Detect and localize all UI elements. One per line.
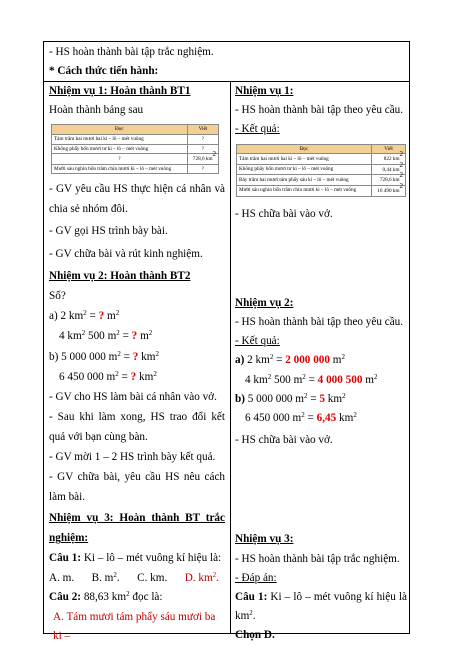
table-cell: ? (187, 144, 218, 154)
result3-label: - Đáp án: (235, 571, 277, 584)
table-header-row (52, 125, 219, 135)
task2-item-a2: 4 $km^2$ 500 $m^2$ = ? $m^2$ (59, 329, 153, 343)
task1-instruction: Hoàn thành bảng sau (49, 104, 144, 117)
student-column (235, 82, 407, 646)
task1-table (51, 124, 219, 174)
task3-question2: Câu 2: 88,63 $km^2$ đọc là: (49, 589, 163, 603)
task2-title: Nhiệm vụ 2: Hoàn thành BT2 (49, 269, 191, 282)
teacher-column (49, 82, 225, 646)
table-row (52, 144, 219, 154)
result3-title: Nhiệm vụ 3: (235, 533, 294, 546)
table-header-cell: Viết (372, 144, 406, 154)
table-row (237, 185, 406, 196)
table-cell: Bảy trăm hai mươi tám phẩy sáu ki – lô – mét vuông (237, 175, 372, 186)
task2-question: Số? (49, 289, 66, 302)
table-cell: ? (52, 154, 188, 165)
table-header-row (237, 144, 406, 154)
two-column-table (44, 82, 409, 643)
table-header-cell: Đọc (52, 125, 188, 135)
table-cell: 16 490 $km^2$ (372, 185, 406, 196)
task1-teacher-step: - GV yêu cầu HS thực hiện cá nhân và chia sẻ nhóm đôi. (49, 183, 225, 216)
result2-step: - HS hoàn thành bài tập theo yêu cầu. (235, 315, 404, 328)
result2-item-a2: 4 $km^2$ 500 $m^2 = 4$ 000 500 $m^2$ (245, 372, 378, 386)
table-cell: Mười sáu nghìn bốn trăm chín mươi ki – lô – mét vuông (237, 185, 372, 196)
task3-question2-option-a: A. Tám mươi tám phẩy sáu mươi ba ki – (53, 611, 216, 643)
result1-title: Nhiệm vụ 1: (235, 85, 294, 97)
task1-teacher-step: - GV chữa bài và rút kinh nghiệm. (49, 247, 203, 260)
task2-teacher-step: - GV chữa bài, yêu cầu HS nêu cách làm bài. (49, 471, 225, 504)
task3-question1: Câu 1: Ki – lô – mét vuông kí hiệu là: (49, 552, 222, 565)
intro-block (44, 42, 409, 82)
task2-teacher-step: - GV mời 1 – 2 HS trình bày kết quả. (49, 451, 216, 464)
result2-step: - HS chữa bài vào vở. (235, 434, 333, 447)
table-row (52, 164, 219, 174)
table-cell: Không phẩy bốn mươi tư ki – lô – mét vuông (237, 164, 372, 175)
task2-item-b1: b) 5 000 000 $m^2$ = ? $km^2$ (49, 349, 159, 363)
table-cell: Mười sáu nghìn bốn trăm chín mươi ki – lô – mét vuông (52, 164, 188, 174)
lesson-page (43, 41, 410, 643)
column-divider (230, 82, 231, 633)
option-a: A. m. (49, 571, 75, 584)
table-cell: Tám trăm hai mươi hai ki – lô – mét vuông (52, 135, 188, 145)
table-row (52, 154, 219, 165)
result2-item-a1: a) 2 $km^2 = 2$ 000 000 $m^2$ (235, 353, 345, 367)
task2-teacher-step: - Sau khi làm xong, HS trao đổi kết quả với bạn cùng bàn. (49, 411, 225, 444)
table-cell: 728,6 $km^2$ (372, 175, 406, 186)
result2-item-b1: b) 5 000 000 $m^2 = 5$ $km^2$ (235, 391, 346, 405)
result1-step: - HS hoàn thành bài tập theo yêu cầu. (235, 104, 404, 117)
task3-question1-options (49, 569, 225, 588)
result2-label: - Kết quả: (235, 335, 280, 348)
task1-teacher-step: - GV gọi HS trình bày bài. (49, 225, 168, 238)
table-cell: ? (187, 135, 218, 145)
table-row (237, 154, 406, 165)
result3-step: - HS hoàn thành bài tập trắc nghiệm. (235, 552, 400, 565)
table-cell: 0,44 $km^2$ (372, 164, 406, 175)
table-row (52, 135, 219, 145)
task2-item-b2: 6 450 000 $m^2$ = ? $km^2$ (59, 369, 157, 383)
table-header-cell: Viết (187, 125, 218, 135)
task3-title: Nhiệm vụ 3: Hoàn thành BT trắc nghiệm: (49, 512, 225, 545)
result3-choice: Chọn D. (235, 629, 275, 642)
result2-title: Nhiệm vụ 2: (235, 296, 294, 309)
table-header-cell: Đọc (237, 144, 372, 154)
option-b: B. $m^2$. (91, 570, 120, 584)
option-c: C. km. (137, 571, 168, 584)
result1-step: - HS chữa bài vào vở. (235, 207, 333, 220)
table-cell: ? (187, 164, 218, 174)
task2-item-a1: a) 2 $km^2$ = ? $m^2$ (49, 309, 120, 323)
result1-label: - Kết quả: (235, 123, 280, 136)
task2-teacher-step: - GV cho HS làm bài cá nhân vào vở. (49, 391, 217, 403)
result3-answer1: Câu 1: Ki – lô – mét vuông kí hiệu là $km^2$. (235, 591, 408, 623)
intro-line: - HS hoàn thành bài tập trắc nghiệm. (49, 46, 214, 58)
table-cell: Tám trăm hai mươi hai ki – lô – mét vuông (237, 154, 372, 165)
procedure-heading: * Cách thức tiến hành: (49, 65, 159, 77)
table-cell: 822 $km^2$ (372, 154, 406, 165)
result1-table (236, 144, 406, 197)
task1-title: Nhiệm vụ 1: Hoàn thành BT1 (49, 85, 191, 97)
table-cell: Không phẩy bốn mươi tư ki – lô – mét vuông (52, 144, 188, 154)
table-row (237, 175, 406, 186)
option-d: D. $km^2$. (184, 570, 219, 584)
table-row (237, 164, 406, 175)
result2-item-b2: 6 450 000 $m^2 = 6,45$ $km^2$ (245, 411, 357, 424)
table-cell: 728,6 $km^2$ (187, 154, 218, 165)
